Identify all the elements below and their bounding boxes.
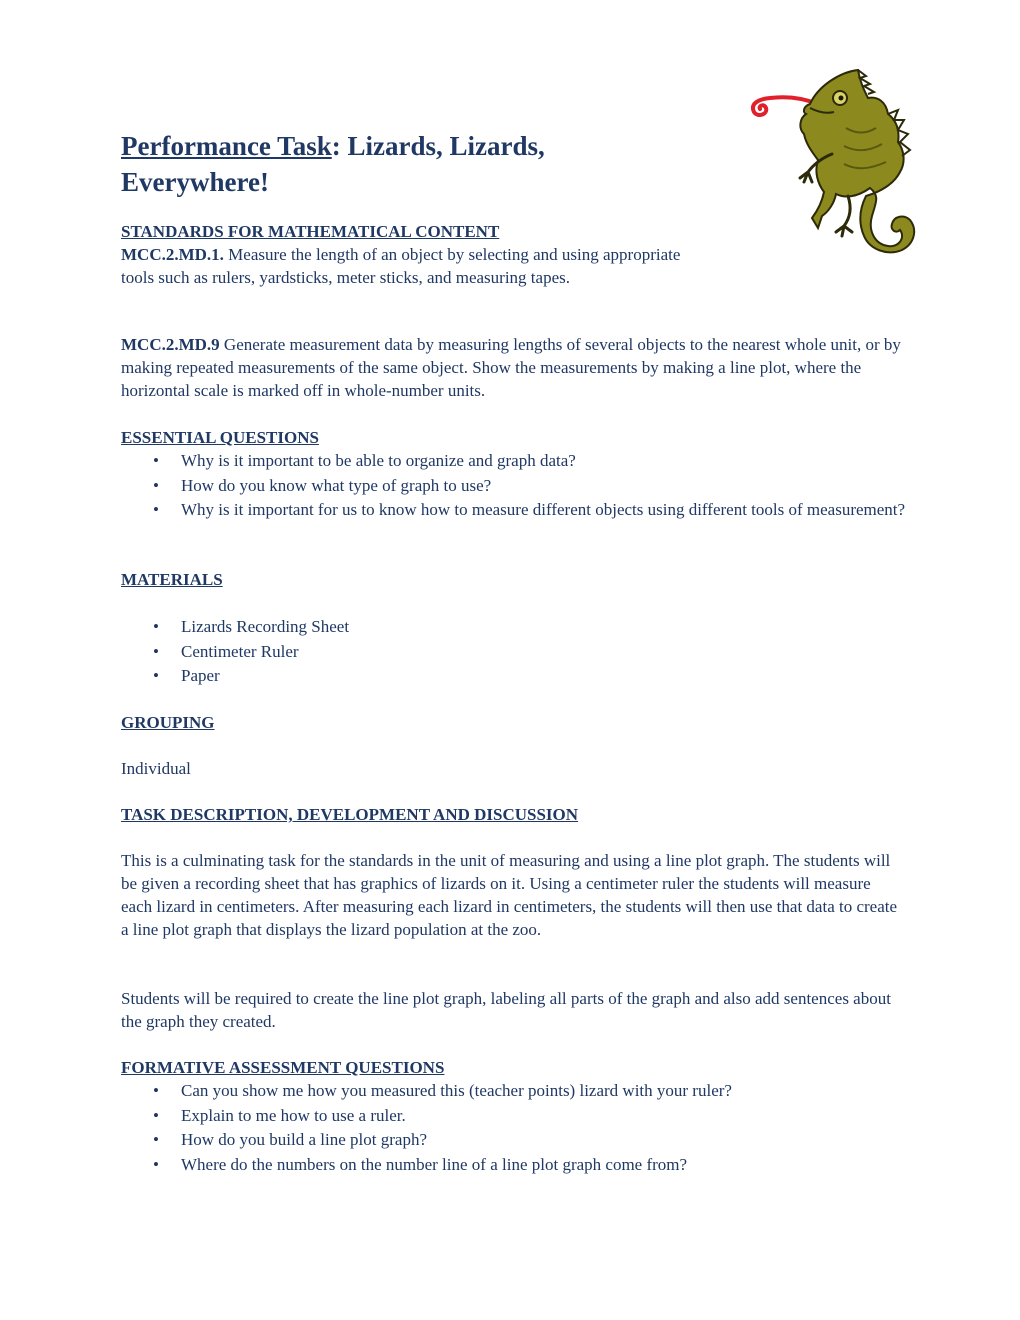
materials-section bbox=[121, 568, 906, 591]
standard-2-code: MCC.2.MD.9 bbox=[121, 335, 220, 354]
grouping-heading: GROUPING bbox=[121, 713, 215, 732]
list-item: • Explain to me how to use a ruler. bbox=[121, 1104, 906, 1128]
bullet-icon: • bbox=[153, 500, 159, 519]
list-item: • Can you show me how you measured this (teacher points) lizard with your ruler? bbox=[121, 1079, 906, 1103]
standards-heading: STANDARDS FOR MATHEMATICAL CONTENT bbox=[121, 222, 500, 241]
task-paragraph-1: This is a culminating task for the standards in the unit of measuring and using a line plot graph. The students will be given a recording sheet that has graphics of lizards on it. Using a centimeter ruler the students will measure each lizard in centimeters. After measuring each lizard in centimeters, the students will then use that data to create a line plot graph that displays the lizard population at the zoo. bbox=[121, 851, 898, 939]
task-paragraph-2: Students will be required to create the line plot graph, labeling all parts of the graph and also add sentences about the graph they created. bbox=[121, 989, 891, 1031]
bullet-icon: • bbox=[153, 1154, 159, 1174]
task-paragraph-2-block bbox=[121, 987, 906, 1033]
standard-2-block bbox=[121, 333, 906, 402]
standard-1-code: MCC.2.MD.1. bbox=[121, 245, 224, 264]
standard-1 bbox=[121, 243, 701, 289]
bullet-icon: • bbox=[153, 451, 159, 470]
bullet-icon: • bbox=[153, 666, 159, 685]
pupil-shape bbox=[839, 96, 844, 101]
grouping-text: Individual bbox=[121, 759, 191, 778]
standards-section bbox=[121, 220, 701, 289]
title-underlined: Performance Task bbox=[121, 131, 332, 161]
task-heading: TASK DESCRIPTION, DEVELOPMENT AND DISCUSSION bbox=[121, 805, 579, 824]
title-rest: : Lizards, Lizards, Everywhere! bbox=[121, 131, 545, 197]
bullet-icon: • bbox=[153, 1081, 159, 1100]
bullet-icon: • bbox=[153, 1130, 159, 1149]
grouping-text-block bbox=[121, 757, 906, 780]
back-leg-shape bbox=[836, 196, 852, 236]
formative-heading: FORMATIVE ASSESSMENT QUESTIONS bbox=[121, 1058, 445, 1077]
page-title bbox=[121, 128, 641, 200]
list-item: • Paper bbox=[121, 664, 906, 688]
materials-list bbox=[61, 615, 906, 688]
list-item: • How do you build a line plot graph? bbox=[121, 1128, 906, 1152]
list-item: • Why is it important for us to know how to measure different objects using different tools of measurement? bbox=[121, 498, 906, 522]
formative-list bbox=[61, 1079, 906, 1176]
list-item: • How do you know what type of graph to use? bbox=[121, 474, 906, 498]
task-section bbox=[121, 803, 906, 826]
chameleon-clipart-icon bbox=[748, 68, 924, 290]
standard-1-text: Measure the length of an object by selecting and using appropriate tools such as rulers, yardsticks, meter sticks, and measuring tapes. bbox=[121, 245, 681, 287]
list-item: • Where do the numbers on the number line of a line plot graph come from? bbox=[121, 1153, 906, 1177]
list-item: • Why is it important to be able to organize and graph data? bbox=[121, 449, 906, 473]
bullet-icon: • bbox=[153, 475, 159, 495]
bullet-icon: • bbox=[153, 641, 159, 661]
essential-questions-heading: ESSENTIAL QUESTIONS bbox=[121, 428, 319, 447]
formative-section bbox=[121, 1056, 906, 1177]
list-item: • Centimeter Ruler bbox=[121, 640, 906, 664]
materials-list-block bbox=[121, 615, 906, 689]
list-item: • Lizards Recording Sheet bbox=[121, 615, 906, 639]
essential-questions-section bbox=[121, 426, 906, 523]
bullet-icon: • bbox=[153, 617, 159, 636]
standard-2 bbox=[121, 333, 906, 402]
task-paragraph-1-block bbox=[121, 849, 906, 941]
materials-heading: MATERIALS bbox=[121, 570, 223, 589]
standard-2-text: Generate measurement data by measuring lengths of several objects to the nearest whole unit, or by making repeated measurements of the same object. Show the measurements by making a line plot, where the horizontal scale is marked off in whole-number units. bbox=[121, 335, 901, 400]
grouping-section bbox=[121, 711, 906, 734]
bullet-icon: • bbox=[153, 1105, 159, 1125]
essential-questions-list bbox=[61, 449, 906, 522]
